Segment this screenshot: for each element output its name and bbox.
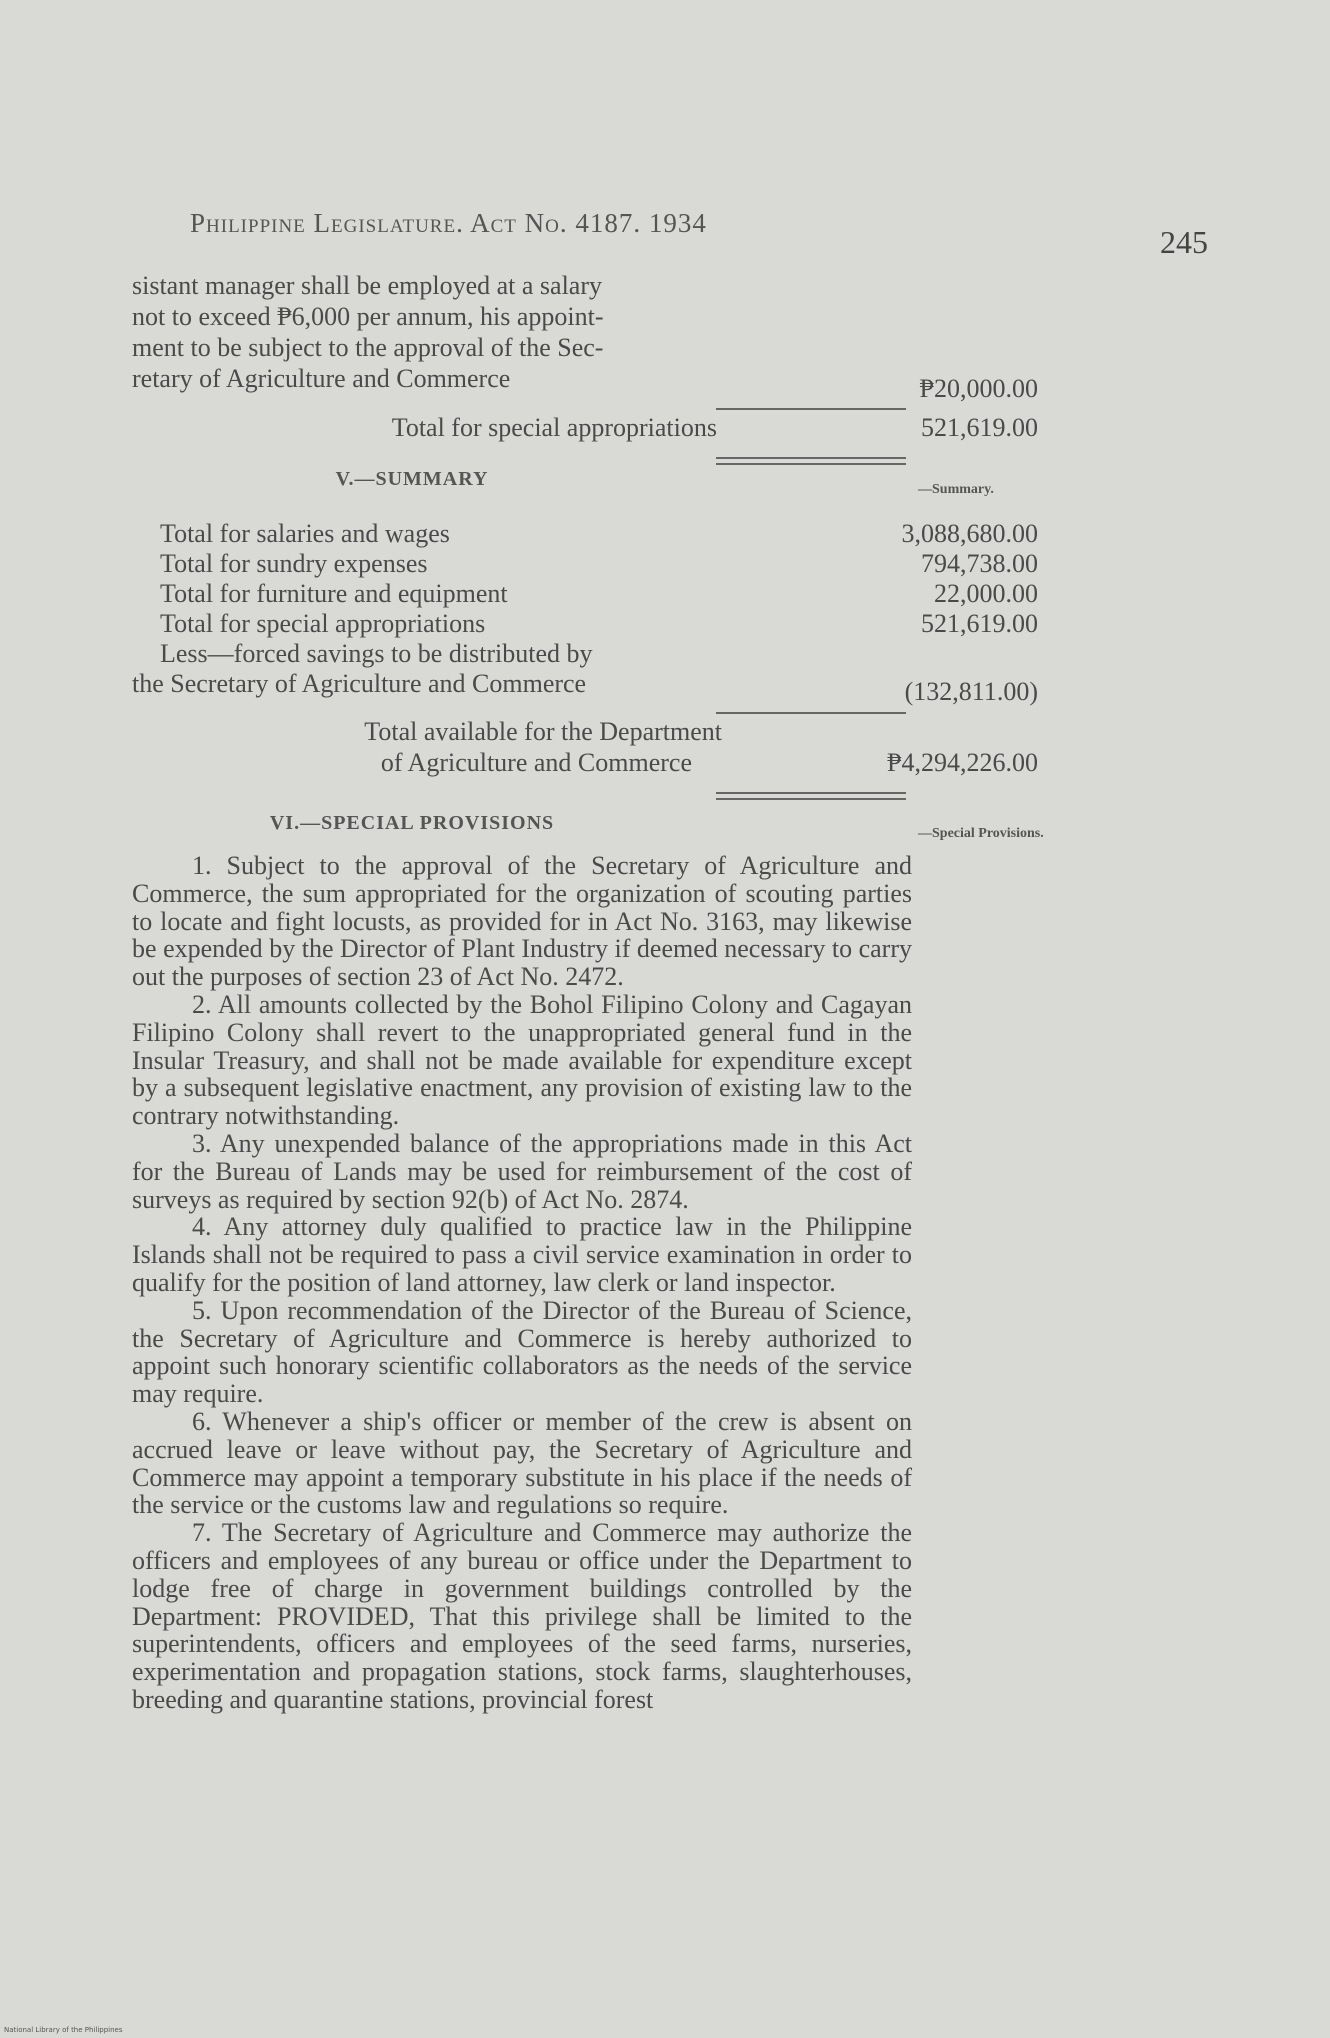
provisions-margin-note: —Special Provisions. [918,826,1044,841]
provision-paragraph: 3. Any unexpended balance of the appropriations made in this Act for the Bureau of Lands may be used for reimbursement of the cost of surveys as required by section 92(b) of Act No. 2874. [132,1128,912,1214]
provisions-heading: VI.—SPECIAL PROVISIONS [269,812,555,834]
provision-paragraph: 2. All amounts collected by the Bohol Filipino Colony and Cagayan Filipino Colony shall revert to the unappropriated general fund in the Insular Treasury, and shall not be made available for expenditure except by a subsequent legislative enactment, any provision of existing law to the contrary notwithstanding. [132,989,912,1131]
double-rule [716,798,906,800]
summary-amount: 794,738.00 [921,549,1038,578]
summary-amount: (132,811.00) [904,677,1038,706]
summary-label: Total for sundry expenses [160,549,428,578]
summary-label: Total for special appropriations [160,609,486,638]
provision-paragraph: 4. Any attorney duly qualified to practice law in the Philippine Islands shall not be required to pass a civil service examination in order to qualify for the position of land attorney, law clerk or land inspector. [132,1212,912,1297]
page-number: 245 [1160,224,1208,260]
summary-amount: 22,000.00 [934,579,1038,608]
provision-paragraph: 6. Whenever a ship's officer or member of the crew is absent on accrued leave or leave without pay, the Secretary of Agriculture and Commerce may appoint a temporary substitute in his place if the needs of the service or the customs law and regulations so require. [132,1406,912,1520]
provision-paragraph: 1. Subject to the approval of the Secretary of Agriculture and Commerce, the sum appropriated for the organization of scouting parties to locate and fight locusts, as provided for in Act No. 3163, may likewise be expended by the Director of Plant Industry if deemed necessary to carry out the purposes of section 23 of Act No. 2472. [132,851,912,992]
provision-paragraph: 5. Upon recommendation of the Director of the Bureau of Science, the Secretary of Agriculture and Commerce is hereby authorized to appoint such honorary scientific collaborators as the needs of the service may require. [132,1295,912,1409]
summary-margin-note: —Summary. [918,482,994,497]
grand-total-amount: ₱4,294,226.00 [887,748,1038,777]
double-rule [716,457,906,459]
continuation-amount: ₱20,000.00 [919,374,1038,403]
summary-label: Total for salaries and wages [160,519,450,548]
summary-heading: V.—SUMMARY [335,468,489,490]
grand-total-label-1: Total available for the Department [364,717,722,746]
grand-total-label-2: of Agriculture and Commerce [380,748,692,777]
special-total-label: Total for special appropriations [391,413,717,442]
summary-label: the Secretary of Agriculture and Commerce [132,669,587,698]
scan-footer: National Library of the Philippines [4,2026,123,2034]
running-header: Philippine Legislature. Act No. 4187. 1934 [190,208,707,238]
summary-label: Less—forced savings to be distributed by [160,639,593,668]
double-rule [716,792,906,794]
special-total-amount: 521,619.00 [921,413,1038,442]
rule-line [716,408,906,410]
provisions-body [132,852,912,1714]
double-rule [716,463,906,465]
rule-line [716,712,906,714]
provision-paragraph: 7. The Secretary of Agriculture and Commerce may authorize the officers and employees of any bureau or office under the Department to lodge free of charge in government buildings controlled by the Department: PROVIDED, That this privilege shall be limited to the superintendents, officers and employees of the seed farms, nurseries, experimentation and propagation stations, stock farms, slaughterhouses, breeding and quarantine stations, provincial forest [132,1518,912,1714]
continuation-line: not to exceed ₱6,000 per annum, his appoint- [132,302,604,331]
summary-amount: 521,619.00 [921,609,1038,638]
continuation-line: sistant manager shall be employed at a salary [132,271,603,300]
summary-label: Total for furniture and equipment [160,579,508,608]
continuation-line: retary of Agriculture and Commerce [132,364,511,393]
summary-amount: 3,088,680.00 [901,519,1038,548]
continuation-line: ment to be subject to the approval of the Sec- [132,333,604,362]
